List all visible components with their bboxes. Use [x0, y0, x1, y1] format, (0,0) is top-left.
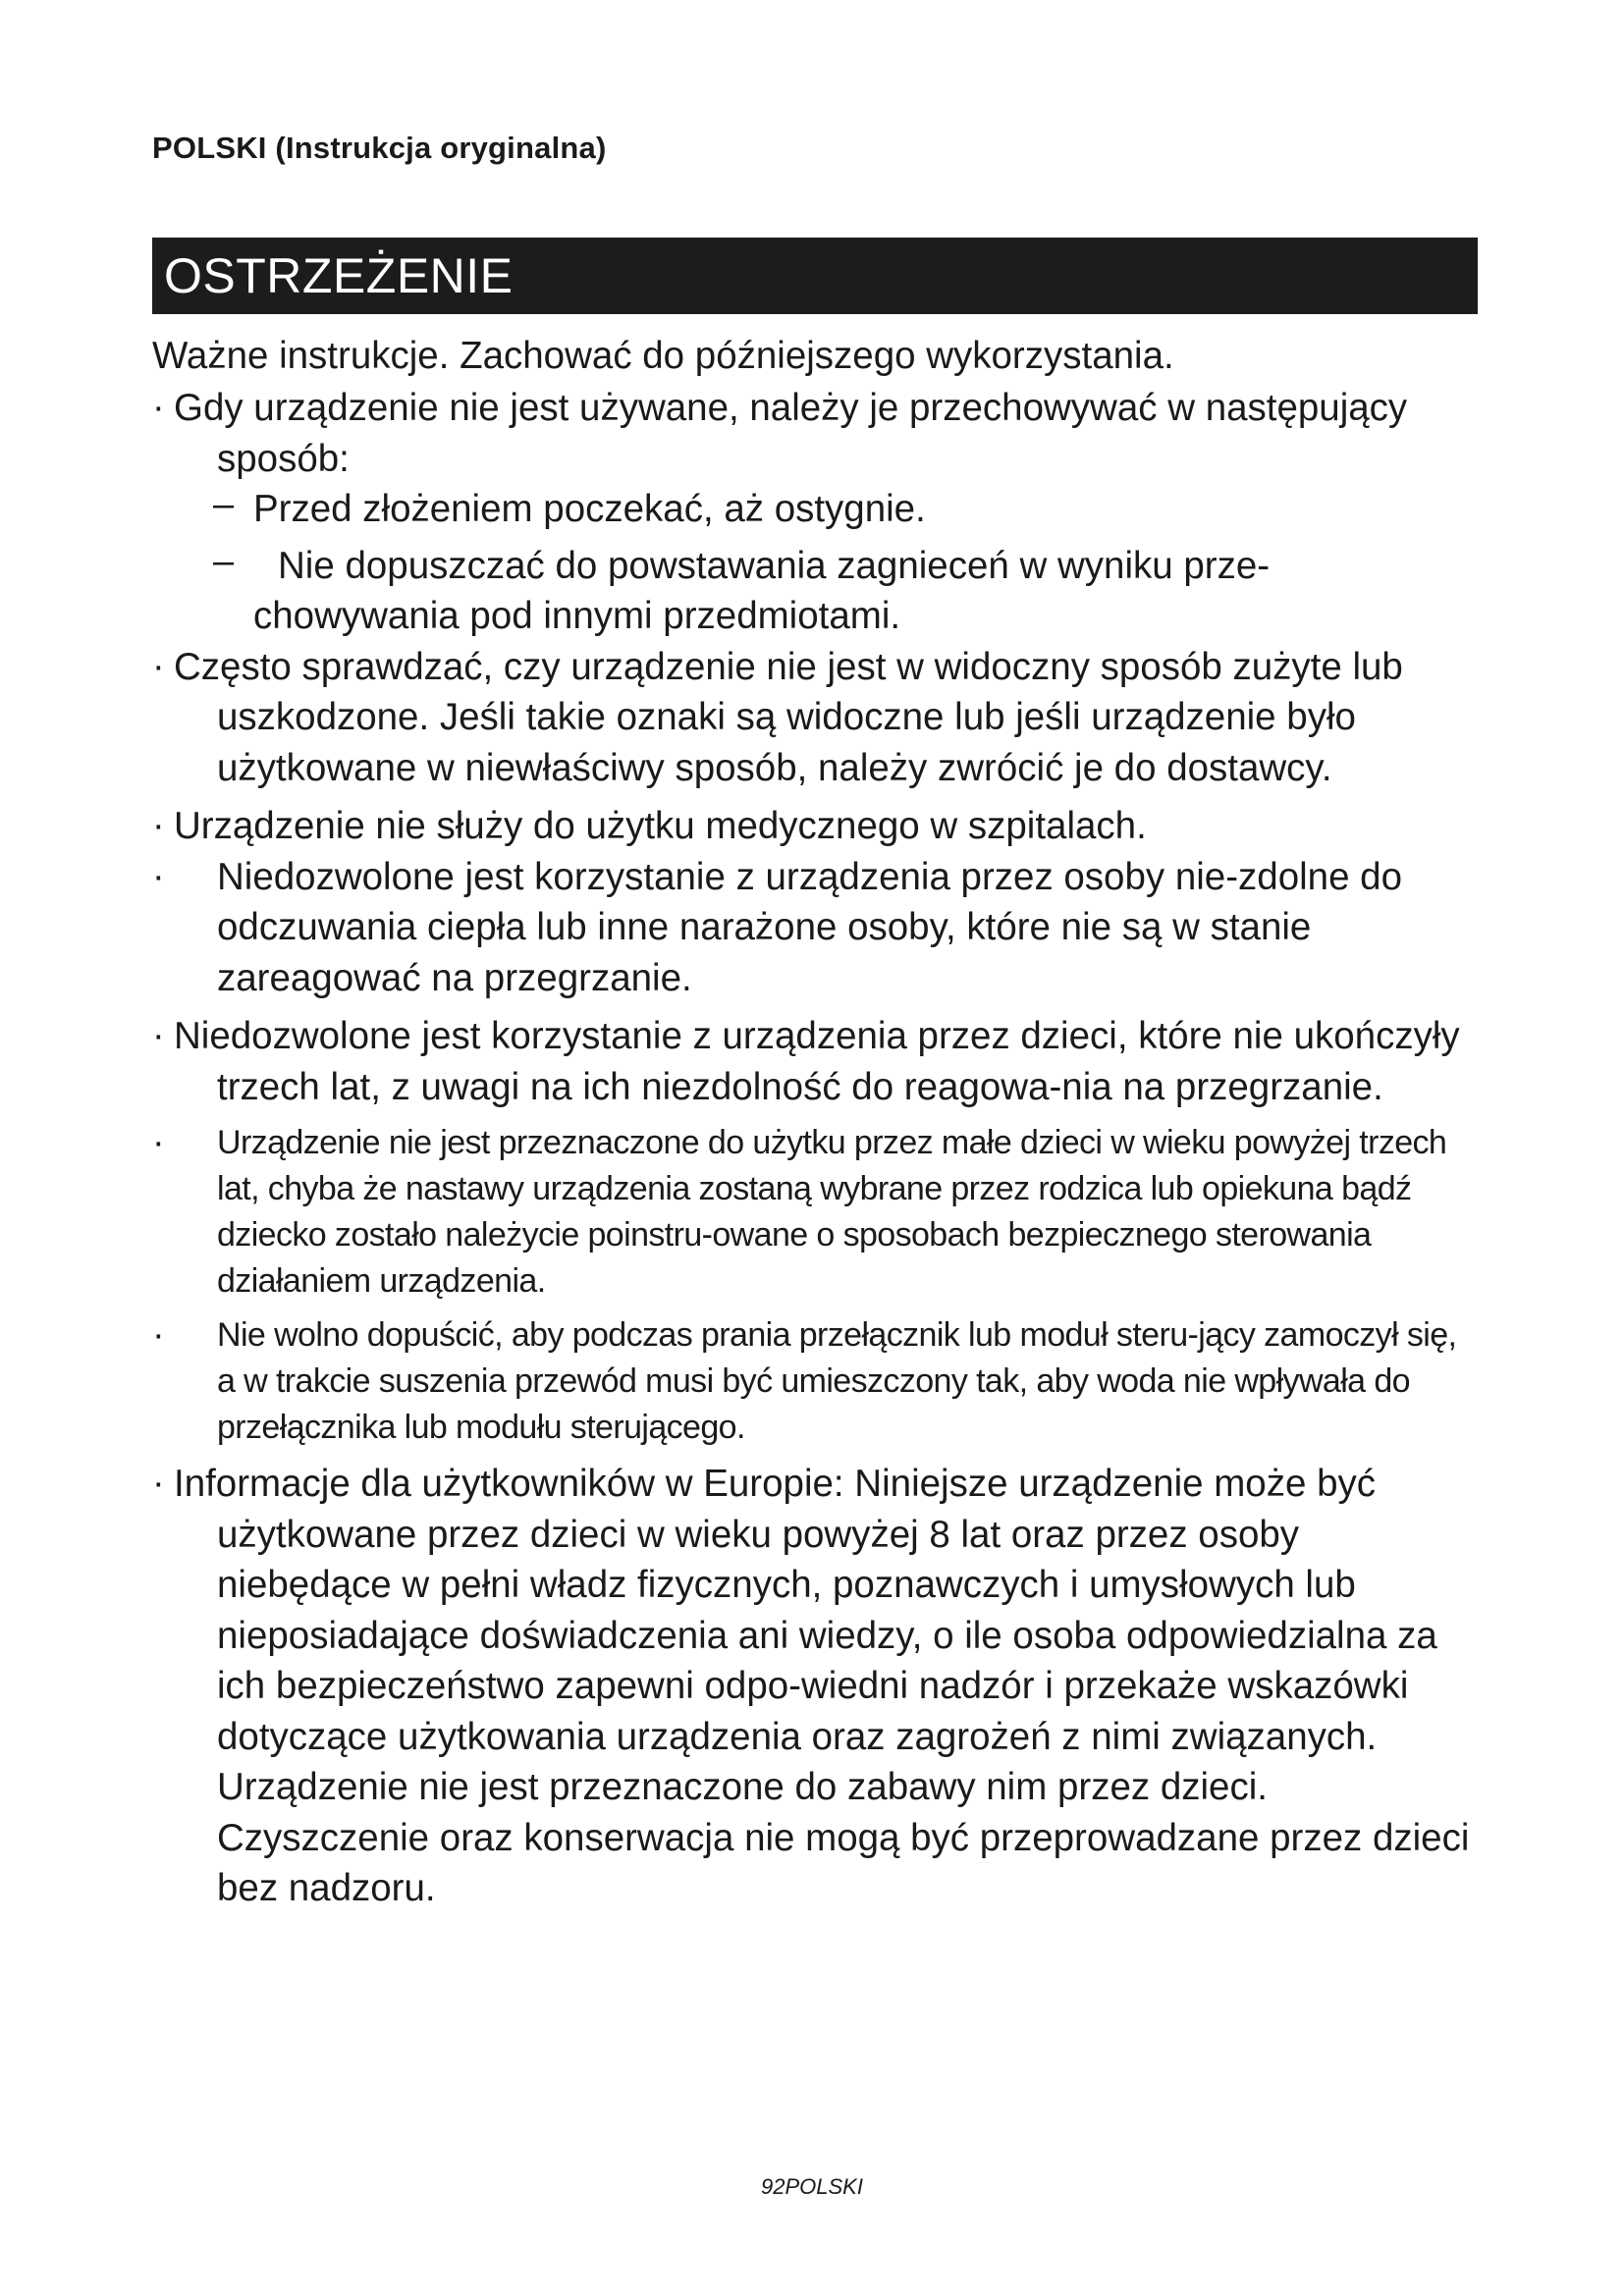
sub-list-item-text-line2: chowywania pod innymi przedmiotami. [253, 595, 901, 637]
sub-list-item-text: Przed złożeniem poczekać, aż ostygnie. [253, 488, 926, 530]
bullet-icon: · [152, 1015, 165, 1056]
bullet-icon: · [152, 855, 165, 897]
sub-list-item [152, 541, 1478, 642]
list-item-text: Urządzenie nie służy do użytku medycznego w szpitalach. [174, 805, 1147, 847]
list-item [152, 383, 1478, 484]
bullet-icon: · [152, 645, 165, 687]
page-footer: 92POLSKI [761, 2174, 863, 2199]
list-item [152, 801, 1478, 852]
list-item-text: Nie wolno dopuścić, aby podczas prania przełącznik lub moduł steru-jący zamoczył się, a w trakcie suszenia przewód musi być umieszczony tak, aby woda nie wpływała do przełącznika lub modułu sterującego. [217, 1316, 1457, 1446]
dash-icon: – [213, 540, 235, 582]
bullet-icon: · [152, 1122, 165, 1163]
list-item-text: Niedozwolone jest korzystanie z urządzenia przez osoby nie-zdolne do odczuwania ciepła lub inne narażone osoby, które nie są w stanie zareagować na przegrzanie. [217, 855, 1402, 999]
bullet-icon: · [152, 805, 165, 846]
warning-banner [152, 238, 1478, 314]
dash-icon: – [213, 484, 235, 525]
warning-title: OSTRZEŻENIE [164, 248, 514, 303]
list-item-text: Niedozwolone jest korzystanie z urządzenia przez dzieci, które nie ukończyły trzech lat, z uwagi na ich niezdolność do reagowa-nia na przegrzanie. [174, 1015, 1460, 1108]
list-item [152, 1312, 1478, 1451]
bullet-icon: · [152, 1463, 165, 1504]
sub-list-item [152, 484, 1478, 535]
list-item [152, 642, 1478, 794]
list-item [152, 1011, 1478, 1112]
list-item-text: Gdy urządzenie nie jest używane, należy je przechowywać w następujący sposób: [174, 387, 1408, 480]
bullet-icon: · [152, 1314, 165, 1356]
list-item-text: Informacje dla użytkowników w Europie: Niniejsze urządzenie może być użytkowane przez dzieci w wieku powyżej 8 lat oraz przez osoby niebędące w pełni władz fizycznych, poznawczych i umysłowych lub nieposiadające doświadczenia ani wiedzy, o ile osoba odpowiedzialna za ich bezpieczeństwo zapewni odpo-wiedni nadzór i przekaże wskazówki dotyczące użytkowania urządzenia oraz zagrożeń z nimi związanych. Urządzenie nie jest przeznaczone do zabawy nim przez dzieci. Czyszczenie oraz konserwacja nie mogą być przeprowadzane przez dzieci bez nadzoru. [174, 1463, 1470, 1909]
page-header: POLSKI (Instrukcja oryginalna) [152, 131, 607, 165]
list-item-text: Urządzenie nie jest przeznaczone do użytku przez małe dzieci w wieku powyżej trzech lat, chyba że nastawy urządzenia zostaną wybrane przez rodzica lub opiekuna bądź dziecko zostało należycie poinstru-owane o sposobach bezpiecznego sterowania działaniem urządzenia. [217, 1124, 1447, 1300]
intro-text: Ważne instrukcje. Zachować do późniejszego wykorzystania. [152, 335, 1174, 377]
list-item-text: Często sprawdzać, czy urządzenie nie jest w widoczny sposób zużyte lub uszkodzone. Jeśli takie oznaki są widoczne lub jeśli urządzenie było użytkowane w niewłaściwy sposób, należy zwrócić je do dostawcy. [174, 645, 1403, 789]
list-item [152, 1120, 1478, 1305]
bullet-icon: · [152, 387, 165, 428]
list-item [152, 1459, 1478, 1914]
list-item [152, 852, 1478, 1004]
warning-content [152, 332, 1478, 1914]
sub-list-item-text-line1: Nie dopuszczać do powstawania zagnieceń w wyniku prze- [278, 544, 1271, 587]
